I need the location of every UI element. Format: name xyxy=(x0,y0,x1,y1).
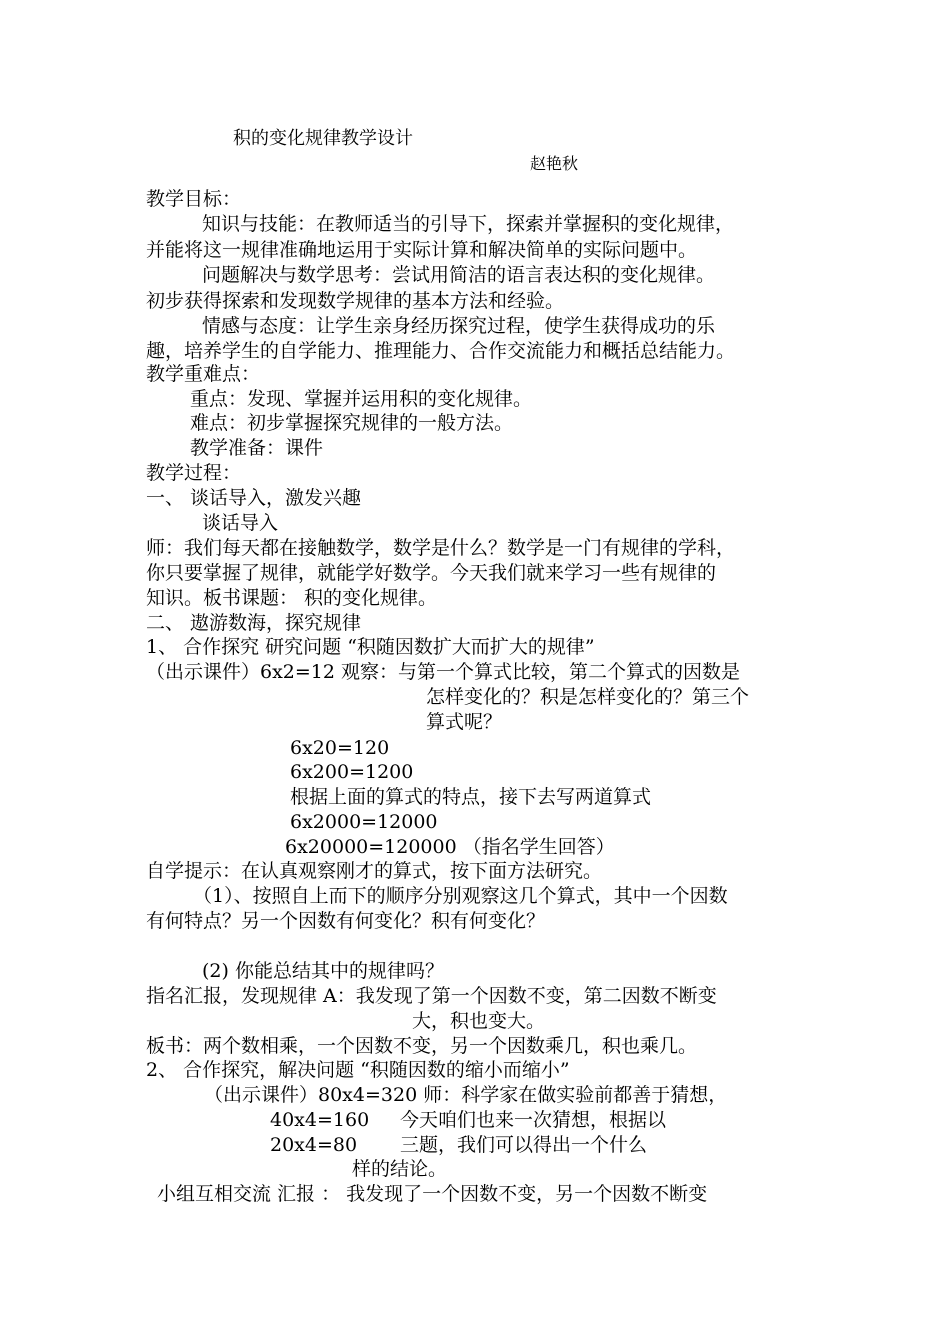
text-line: 算式呢？ xyxy=(426,711,503,733)
text-line: 难点：初步掌握探究规律的一般方法。 xyxy=(190,412,514,434)
document-author: 赵艳秋 xyxy=(530,154,579,173)
text-line: 趣，培养学生的自学能力、推理能力、合作交流能力和概括总结能力。 xyxy=(146,340,736,362)
text-line: 有何特点？另一个因数有何变化？积有何变化？ xyxy=(146,910,546,932)
text-line: 大，积也变大。 xyxy=(412,1010,546,1032)
text-line: 教学准备：课件 xyxy=(190,437,324,459)
text-line: 师：我们每天都在接触数学，数学是什么？数学是一门有规律的学科， xyxy=(146,537,736,559)
text-line: 教学过程： xyxy=(146,462,242,484)
text-line: 今天咱们也来一次猜想，根据以 xyxy=(400,1109,667,1131)
text-line: 6x2000=12000 xyxy=(290,811,438,833)
text-line: 二、 遨游数海，探究规律 xyxy=(146,612,362,634)
text-line: 知识与技能：在教师适当的引导下，探索并掌握积的变化规律， xyxy=(202,213,735,235)
text-line: 20x4=80 xyxy=(270,1134,358,1156)
text-line: 40x4=160 xyxy=(270,1109,370,1131)
text-line: （出示课件）80x4=320 师：科学家在做实验前都善于猜想， xyxy=(204,1084,728,1106)
document-title: 积的变化规律教学设计 xyxy=(233,128,413,149)
text-line: 根据上面的算式的特点，接下去写两道算式 xyxy=(290,786,652,808)
text-line: 谈话导入 xyxy=(202,512,279,534)
text-line: 情感与态度：让学生亲身经历探究过程，使学生获得成功的乐 xyxy=(202,315,716,337)
text-line: 6x200=1200 xyxy=(290,761,414,783)
text-line: （1）、按照自上而下的顺序分别观察这几个算式，其中一个因数 xyxy=(193,885,728,907)
text-line: 小组互相交流 汇报 ： 我发现了一个因数不变，另一个因数不断变 xyxy=(157,1183,708,1205)
text-line: 板书：两个数相乘，一个因数不变，另一个因数乘几，积也乘几。 xyxy=(146,1035,698,1057)
text-line: 重点：发现、掌握并运用积的变化规律。 xyxy=(190,388,533,410)
text-line: 样的结论。 xyxy=(352,1158,448,1180)
text-line: （出示课件）6x2=12 观察：与第一个算式比较，第二个算式的因数是 xyxy=(146,661,741,683)
text-line: 自学提示：在认真观察刚才的算式，按下面方法研究。 xyxy=(146,860,603,882)
text-line: 三题，我们可以得出一个什么 xyxy=(400,1134,648,1156)
text-line: (2) 你能总结其中的规律吗？ xyxy=(202,960,444,982)
text-line: 指名汇报，发现规律 A：我发现了第一个因数不变，第二因数不断变 xyxy=(146,985,717,1007)
text-line: 教学目标： xyxy=(146,188,242,210)
text-line: 问题解决与数学思考：尝试用简洁的语言表达积的变化规律。 xyxy=(202,264,716,286)
text-line: 1、 合作探究 研究问题 “积随因数扩大而扩大的规律” xyxy=(146,636,595,658)
text-line: 一、 谈话导入，激发兴趣 xyxy=(146,487,362,509)
text-line: 初步获得探索和发现数学规律的基本方法和经验。 xyxy=(146,290,565,312)
text-line: 2、 合作探究，解决问题 “积随因数的缩小而缩小” xyxy=(146,1059,570,1081)
text-line: 6x20000=120000 （指名学生回答） xyxy=(285,836,615,858)
text-line: 教学重难点： xyxy=(146,363,261,385)
text-line: 知识。板书课题： 积的变化规律。 xyxy=(146,587,438,609)
text-line: 怎样变化的？积是怎样变化的？第三个 xyxy=(426,686,750,708)
text-line: 并能将这一规律准确地运用于实际计算和解决简单的实际问题中。 xyxy=(146,239,698,261)
text-line: 6x20=120 xyxy=(290,737,390,759)
text-line: 你只要掌握了规律，就能学好数学。今天我们就来学习一些有规律的 xyxy=(146,562,717,584)
